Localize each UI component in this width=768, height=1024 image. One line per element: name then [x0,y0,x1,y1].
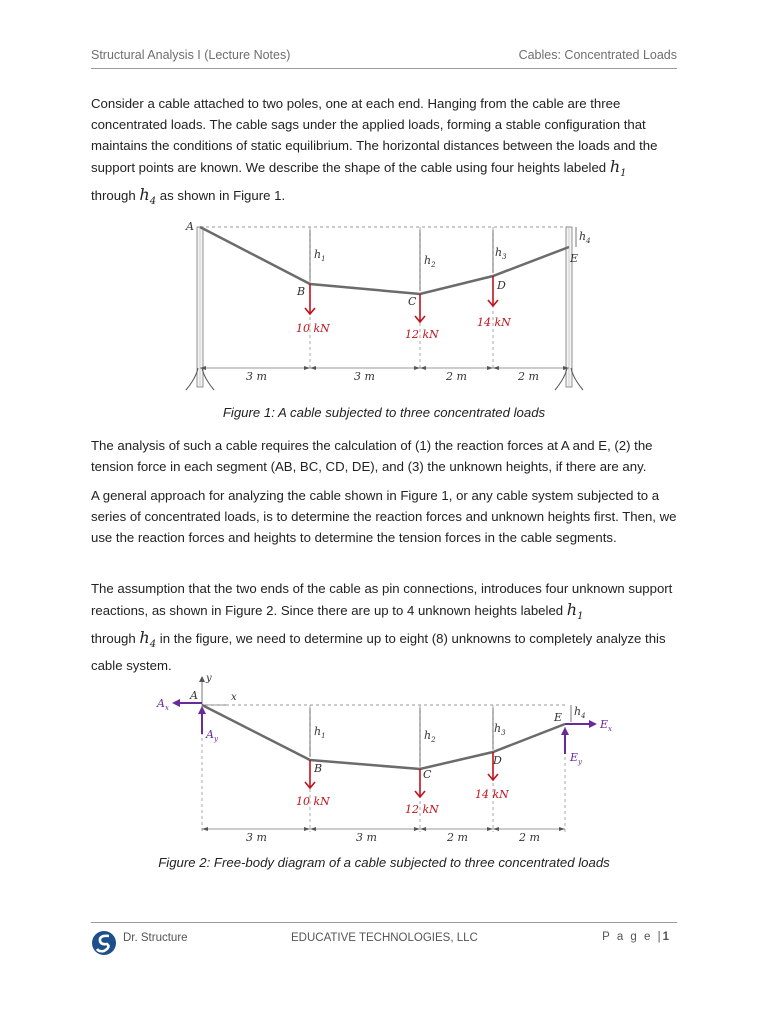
point-A: A [186,220,194,233]
header-section: Cables: Concentrated Loads [518,48,677,62]
load-14kn: 14 kN [477,316,511,329]
fbd-label-h2: $h_2$ [424,729,436,744]
fbd-span-BC: 3 m [356,831,377,844]
footer-divider [91,922,677,923]
point-E: E [570,252,579,265]
label-h1: $h_1$ [314,248,326,263]
fbd-label-h1: $h_1$ [314,725,326,740]
label-h3: $h_3$ [495,246,507,261]
point-C: C [408,295,417,308]
fbd-point-D: D [493,754,502,767]
paragraph-approach: A general approach for analyzing the cable shown in Figure 1, or any cable system subjected to a series of concentrated loads, is to determine the reaction forces and unknown heights first. Then, we use the reaction forces and heights to determine the tension forces in the cable segments. [91,488,677,545]
math-h4: $h_4$ [139,185,157,208]
page-footer [91,930,677,954]
paragraph-assumption: The assumption that the two ends of the cable as pin connections, introduces four unknown support reactions, as shown in Figure 2. Since there are up to 4 unknown heights labeled $h_1$ through $h_4$ in the figure, we need to determine up to eight (8) unknowns to completely analyze this cable system. [91,581,673,674]
page-number: P a g e |1 [602,931,671,943]
fbd-load-12kn: 12 kN [405,803,439,816]
span-DE: 2 m [518,370,539,383]
load-10kn: 10 kN [296,322,330,335]
fbd-point-A: A [190,689,198,702]
reaction-Ax: $A_x$ [157,697,169,712]
fbd-span-CD: 2 m [447,831,468,844]
fbd-load-10kn: 10 kN [296,795,330,808]
fbd-span-AB: 3 m [246,831,267,844]
fbd-point-B: B [314,762,323,775]
page-header [91,46,677,69]
paragraph-analysis: The analysis of such a cable requires the calculation of (1) the reaction forces at A and E, (2) the tension force in each segment (AB, BC, CD, DE), and (3) the unknown heights, if there are any. [91,438,653,474]
span-AB: 3 m [246,370,267,383]
label-h4: $h_4$ [579,230,591,245]
reaction-Ay: $A_y$ [206,728,218,743]
fbd-label-h4: $h_4$ [574,705,586,720]
header-title: Structural Analysis I (Lecture Notes) [91,48,291,62]
math-h1-second: $h_1$ [566,600,584,623]
math-h1: $h_1$ [609,157,627,180]
figure-1 [0,218,768,398]
label-h2: $h_2$ [424,254,436,269]
figure-2-caption: Figure 2: Free-body diagram of a cable subjected to three concentrated loads [158,855,610,870]
fbd-load-14kn: 14 kN [475,788,509,801]
reaction-Ex: $E_x$ [600,718,612,733]
fbd-span-DE: 2 m [519,831,540,844]
span-CD: 2 m [446,370,467,383]
math-h4-second: $h_4$ [139,628,157,651]
left-pole [186,227,214,390]
figure-2-diagram [0,672,768,852]
point-D: D [497,279,506,292]
footer-author: Dr. Structure [123,932,188,944]
figure-1-diagram [0,218,768,398]
axis-x: x [231,692,237,703]
fbd-point-C: C [423,768,432,781]
figure-2 [0,672,768,852]
axis-y: y [206,673,212,684]
fbd-label-h3: $h_3$ [494,722,506,737]
reaction-arrows [172,699,597,754]
point-B: B [297,285,306,298]
logo-icon [91,930,117,956]
figure-1-caption: Figure 1: A cable subjected to three concentrated loads [222,405,546,420]
cable [200,227,569,294]
cable-fbd [202,705,565,769]
span-BC: 3 m [354,370,375,383]
fbd-point-E: E [554,711,563,724]
footer-org: EDUCATIVE TECHNOLOGIES, LLC [291,932,478,944]
paragraph-intro: Consider a cable attached to two poles, one at each end. Hanging from the cable are three concentrated loads. The cable sags under the applied loads, forming a stable configuration that maintains the conditions of static equilibrium. The horizontal distances between the loads and the support points are known. We describe the shape of the cable using four heights labeled $h_1$ through $h_4$ as shown in Figure 1. [91,96,658,208]
load-12kn: 12 kN [405,328,439,341]
reaction-Ey: $E_y$ [570,751,582,766]
